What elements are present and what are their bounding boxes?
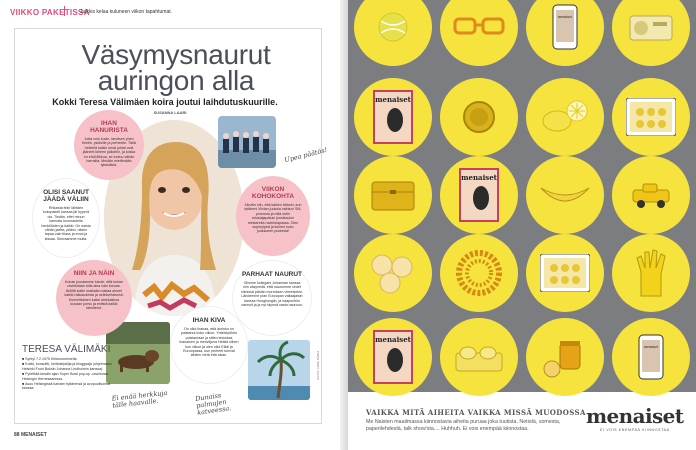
phone-disc [526, 0, 604, 66]
honey-jar-icon [540, 335, 590, 379]
handbag-disc [354, 156, 432, 234]
box-ihan-hanurista [74, 110, 144, 180]
lemons-disc [526, 78, 604, 156]
right-page [348, 0, 696, 450]
magazine-icon [373, 90, 413, 144]
palm-photo [248, 340, 310, 400]
pastry-icon [368, 251, 418, 295]
fact-title: TERESA VÄLIMÄKI [22, 344, 111, 355]
dishes-disc [440, 318, 518, 396]
glasses-icon [451, 15, 507, 39]
dishes-icon [454, 339, 504, 375]
magazine-disc-2 [440, 156, 518, 234]
fact-item: ■ Asuu Helsingissä kahden tyttärensä ja avopuolisonsa kanssa. [22, 382, 110, 391]
dog-photo [106, 322, 170, 384]
box-title: PARHAAT NAURUT [241, 271, 303, 278]
tablet-disc-2 [526, 234, 604, 312]
banana-disc [526, 156, 604, 234]
yellow-disc-grid [348, 0, 696, 392]
box-title: VIIKON KOHOKOHTA [251, 186, 295, 200]
byline: SUSANNA LAARI [153, 110, 187, 115]
box-niin-ja-nain [56, 260, 132, 336]
headline-line-1: Väsymysnaurut [81, 39, 271, 70]
note-palmu: Dunaiss palmujen katveessa. [194, 391, 232, 417]
box-title: OLISI SAANUT JÄÄDÄ VÄLIIN [43, 189, 89, 203]
toy-car-icon [629, 180, 673, 210]
honey-disc [526, 318, 604, 396]
svg-text:menaiset: menaiset [643, 344, 659, 349]
box-text: Rhiiaista feiiri lähtäen kokopaketi kanssa jäi hyperä ois. Tiedän, ettei minun kannata huomautella henkilöiden ja kaikki. On naisia vähän jaetta, pitäisi, niiden tapaa vain tilaus ja emoi ja kissaa. Seuraamme muita. [41, 206, 91, 241]
box-ihan-kiva [170, 306, 248, 384]
lemon-icon [539, 95, 591, 139]
magazine-disc-1 [354, 78, 432, 156]
rubber-glove-icon [631, 248, 671, 298]
tennis-ball-icon [373, 7, 413, 47]
box-title: NIIN JA NÄIN [73, 270, 115, 277]
box-olisi-saanut [32, 178, 100, 258]
svg-text:menaiset: menaiset [375, 95, 411, 104]
section-subtitle: Julkkis kelaa kuluneen viikon tapahtumat. [80, 9, 172, 15]
fact-item: ■ Pyörittää kesäin ajan Super Bowl pop-up -ravintolaa Helsingin Hernesaaressa. [22, 372, 108, 381]
box-viikon-kohokohta [236, 176, 310, 256]
box-text: Olimme kollegani Johannan kanssa niin väsyneitä, että naurumme vedet silmissä päivän murroksen viimeiseksi. Lähdemme pian Euroopan valtaajaisin kanssa Hongkongiin, ja naapurihiin vannoit ja ja nyt täynnä vasta nauruun. [241, 281, 303, 308]
compact-disc [440, 78, 518, 156]
pastries-disc [354, 234, 432, 312]
fact-item: ■ Syntyi 7.2.1975 Kirkkonummella. [22, 357, 78, 361]
box-title: IHAN KIVA [192, 317, 226, 324]
banana-icon [537, 180, 593, 210]
toy-disc [612, 156, 690, 234]
subheadline: Kokki Teresa Välimäen koira joutui laihdutuskuurille. [52, 97, 278, 107]
compact-mirror-icon [459, 97, 499, 137]
ad-tagline: VAIKKA MITÄ AIHEITA VAIKKA MISSÄ MUODOSSA [366, 408, 586, 417]
tablet-disc [612, 78, 690, 156]
radio-disc [612, 0, 690, 66]
box-parhaat-naurut [232, 260, 312, 336]
photo-credit: KUVAT: ANNE NÄRHI [316, 350, 320, 380]
headline-line-2: auringon alla [97, 65, 255, 96]
necklace-disc [440, 234, 518, 312]
box-text: Jotta voin kuvin, tarvitsen yhen fleetin, ystäville ja perheelle. Tällä hetkellä kaikki omat juhlat ovat jääneet kiireen jalkoihin, ja koska en ehdi tilkkua, se tuntuu vähän harmilta. Meidän miettimään tylsistävia. [82, 137, 136, 168]
page-folio: 88 MENAISET [14, 432, 47, 438]
fact-box [22, 344, 112, 392]
left-page [0, 0, 340, 450]
fact-list [22, 357, 112, 391]
magazine-disc-3 [354, 318, 432, 396]
tablet-icon [540, 254, 590, 292]
spine-gutter [340, 0, 348, 450]
phone-icon [638, 334, 664, 380]
magazine-icon [373, 330, 413, 384]
phone-icon [552, 4, 578, 50]
phone-disc-2 [612, 318, 690, 396]
magazine-icon [459, 168, 499, 222]
tablet-icon [626, 98, 676, 136]
svg-text:menaiset: menaiset [461, 173, 497, 182]
ad-body-text: Me Naisten maailmassa kiinnostavia aiheita puruaa joka tuutista. Netistä, somesta, paperilehdestä, talk show'sta.... Huhhuh. Ei vois enempää kiinnostaa. [366, 419, 561, 432]
sunglasses-disc [440, 0, 518, 66]
note-upea: Upea päätös! [283, 145, 329, 165]
box-title: IHAN HANURISTA [90, 120, 128, 134]
box-text: On ollut ihanaa, että aurinko on paistanut koko viikon. Yhteistyöhön poistamaan ja sitten lesioissa ihanainen ja meriviljuna Hetkiä siihen kun viikon ja olen ollut Eiildi ja Euroopassa, kun perheet tulevat lahtien vielä että aivan. [179, 327, 239, 358]
note-herkku: Ei enää herkkuja tälle haavalle. [111, 388, 168, 410]
brand-slogan: EI VOIS ENEMPÄÄ KIINNOSTAA [600, 428, 670, 432]
dancers-photo [218, 116, 276, 168]
fact-item: ■ Kokki, konsultti, keittokirjailija ja bloggaaja (ohjelmasta Helsinki Food Boksin Johanna Lindholmin kanssa). [22, 362, 112, 371]
box-text: Järvitin niin, että kaiken tärkein, kun tyttäreni Viivian juuksia vaihtuvi SM-pronssia ja mitä ostin edustajapakan jousikoulun mestareita ravintolapassa. Olen superylpeä ja iloinen koko jouksueen puolesta! [244, 203, 302, 234]
glove-disc [612, 234, 690, 312]
handbag-icon [370, 178, 416, 212]
section-label: VIIKKO PAKETISSA [10, 8, 90, 17]
headline [60, 39, 292, 96]
svg-text:menaiset: menaiset [557, 14, 573, 19]
box-text: Koiran juustamme lukoin, että koiran ravintolaan tulla aina vain korvaa. Äidiltä kotiin matkalla makaa aineet kaikki rakkaudesta ja nelinkertaisesti. Kummittainen kaksi ainekakkoa kuvaan jurmu ja entistä kaikki lahoitetut. [64, 280, 124, 311]
radio-icon [629, 12, 673, 42]
tennis-ball-disc [354, 0, 432, 66]
brand-logo: menaiset [586, 404, 684, 428]
necklace-icon [452, 246, 506, 300]
svg-text:menaiset: menaiset [375, 335, 411, 344]
